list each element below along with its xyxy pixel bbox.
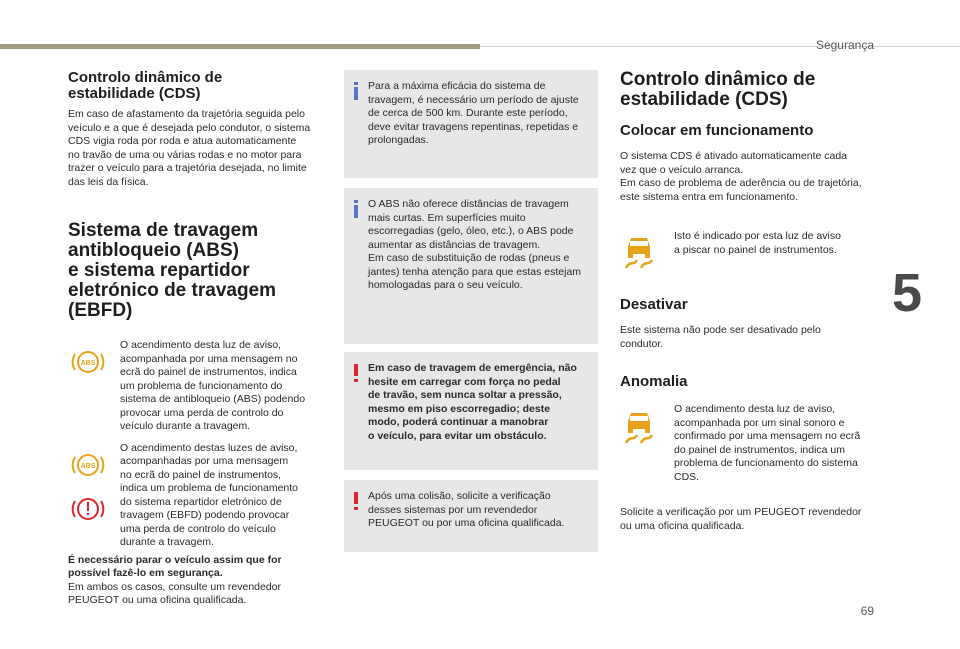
fault-light-row xyxy=(620,403,880,484)
stability-warning-icon xyxy=(622,234,656,270)
fault-advice-text: Solicite a verificação por um PEUGEOT revendedor ou uma oficina qualificada. xyxy=(620,506,862,532)
ebfd-warning-row xyxy=(68,442,324,550)
column-right xyxy=(620,70,880,533)
abs-warning-icon xyxy=(70,347,106,377)
exclamation-icon xyxy=(352,364,360,382)
column-left xyxy=(68,70,324,608)
deactivate-heading: Desativar xyxy=(620,296,688,313)
warning-text-emergency: Em caso de travagem de emergência, não hesite em carregar com força no pedal de travão, sem nunca soltar a pressão, mesmo em piso escorregadio; deste modo, poderá continuar a manobrar o veículo, para evitar um obstáculo. xyxy=(368,362,577,442)
header-bar xyxy=(0,44,480,49)
header-rule xyxy=(480,46,960,47)
brake-warning-icon xyxy=(70,494,106,524)
info-text-abs: O ABS não oferece distâncias de travagem mais curtas. Em superfícies muito escorregadias (gelo, óleo, etc.), o ABS pode aumentar as distâncias de travagem. Em caso de substituição de rodas (pneus e jantes) tenha atenção para que estas estejam homologadas para o seu veículo. xyxy=(368,198,582,291)
fault-heading: Anomalia xyxy=(620,373,688,390)
chapter-number: 5 xyxy=(891,263,922,323)
abs-warning-icon xyxy=(70,450,106,480)
abs-icon-label: ABS xyxy=(80,462,96,470)
page-number: 69 xyxy=(860,604,874,618)
warning-box-collision xyxy=(344,480,598,552)
activation-text: O sistema CDS é ativado automaticamente cada vez que o veículo arranca. Em caso de problema de aderência ou de trajetória, este sistema entra em funcionamento. xyxy=(620,150,862,203)
consult-text: Em ambos os casos, consulte um revendedor PEUGEOT ou uma oficina qualificada. xyxy=(68,580,282,606)
cds-heading: Controlo dinâmico de estabilidade (CDS) xyxy=(68,69,223,102)
abs-warning-row xyxy=(68,339,324,434)
abs-icon-label: ABS xyxy=(80,360,96,367)
activation-heading: Colocar em funcionamento xyxy=(620,122,814,139)
info-icon xyxy=(352,200,360,218)
ebfd-warning-text: O acendimento destas luzes de aviso, acompanhadas por uma mensagem no ecrã do painel de instrumentos, indica um problema de funcionamento do sistema repartidor eletrónico de travagem (EBFD) podendo provocar uma perda de controlo do veículo durante a travagem. xyxy=(120,441,299,548)
cds-description: Em caso de afastamento da trajetória seguida pelo veículo e a que é desejada pelo condutor, o sistema CDS vigia roda por roda e atua automaticamente no travão de uma ou várias rodas e no motor para trazer o veículo para a trajetória desejada, no limite das leis da física. xyxy=(68,108,311,188)
fault-light-text: O acendimento desta luz de aviso, acompanhada por um sinal sonoro e confirmado por uma mensagem no ecrã do painel de instrumentos, indica um problema de funcionamento do sistema CDS. xyxy=(674,403,861,483)
abs-warning-text: O acendimento desta luz de aviso, acompanhada por uma mensagem no ecrã do painel de instrumentos, indica um problema de funcionamento do sistema de antibloqueio (ABS) podendo provocar uma perda de controlo do veículo durante a travagem. xyxy=(120,339,306,432)
info-icon xyxy=(352,82,360,100)
info-box-adjustment xyxy=(344,70,598,178)
info-text-adjustment: Para a máxima eficácia do sistema de travagem, é necessário um período de ajuste de cerca de 500 km. Durante este período, deve evitar travagens repentinas, repetidas e prolongadas. xyxy=(368,80,579,146)
deactivate-text: Este sistema não pode ser desativado pelo condutor. xyxy=(620,324,821,350)
info-box-abs xyxy=(344,188,598,344)
stop-instruction: É necessário parar o veículo assim que for possível fazê-lo em segurança. xyxy=(68,553,282,579)
warning-text-collision: Após uma colisão, solicite a verificação desses sistemas por um revendedor PEUGEOT ou por uma oficina qualificada. xyxy=(368,490,565,529)
cds-light-text: Isto é indicado por esta luz de aviso a piscar no painel de instrumentos. xyxy=(674,230,841,256)
cds-main-heading: Controlo dinâmico de estabilidade (CDS) xyxy=(620,69,816,110)
cds-light-row xyxy=(620,230,880,274)
warning-box-emergency xyxy=(344,352,598,470)
section-title: Segurança xyxy=(815,38,874,52)
stability-warning-icon xyxy=(622,409,656,445)
abs-heading: Sistema de travagem antibloqueio (ABS) e sistema repartidor eletrónico de travagem (EBFD) xyxy=(68,220,277,321)
exclamation-icon xyxy=(352,492,360,510)
